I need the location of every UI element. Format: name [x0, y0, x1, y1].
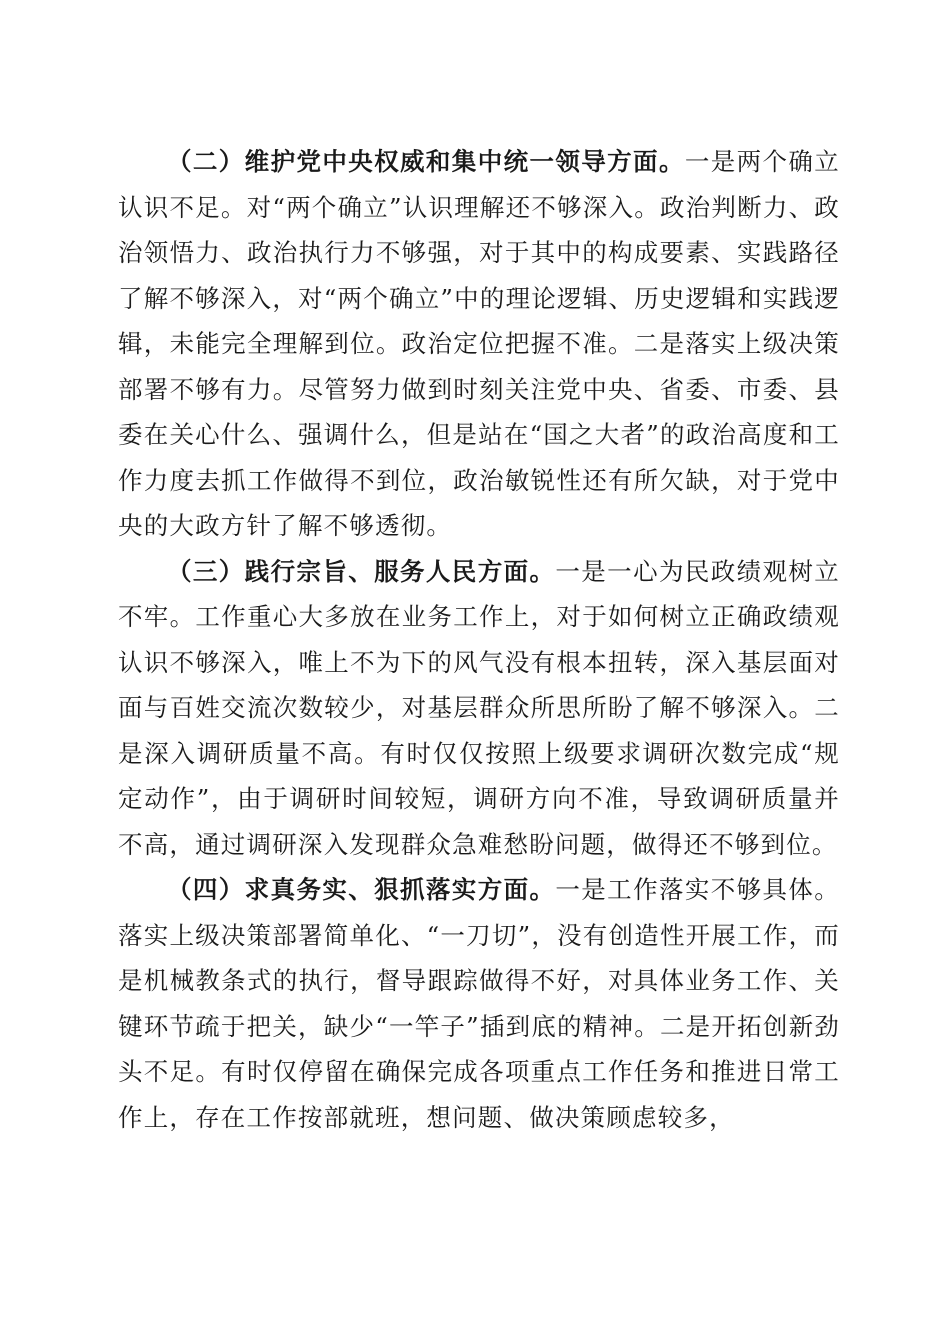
- paragraph-section-4: [118, 867, 840, 1140]
- paragraph-text: 一是一心为民政绩观树立不牢。工作重心大多放在业务工作上，对于如何树立正确政绩观认识不够深入，唯上不为下的风气没有根本扭转，深入基层面对面与百姓交流次数较少，对基层群众所思所盼了解不够深入。二是深入调研质量不高。有时仅仅按照上级要求调研次数完成“规定动作”，由于调研时间较短，调研方向不准，导致调研质量并不高，通过调研深入发现群众急难愁盼问题，做得还不够到位。: [118, 556, 841, 859]
- paragraph-text: 一是工作落实不够具体。落实上级决策部署简单化、“一刀切”，没有创造性开展工作，而是机械教条式的执行，督导跟踪做得不好，对具体业务工作、关键环节疏于把关，缺少“一竿子”插到底的精神。二是开拓创新劲头不足。有时仅停留在确保完成各项重点工作任务和推进日常工作上，存在工作按部就班，想问题、做决策顾虑较多，: [118, 875, 841, 1132]
- section-heading: （二）维护党中央权威和集中统一领导方面。: [167, 147, 685, 176]
- section-heading: （三）践行宗旨、服务人民方面。: [167, 556, 556, 586]
- document-body: [118, 139, 840, 1140]
- paragraph-section-3: [118, 549, 840, 868]
- section-heading: （四）求真务实、狠抓落实方面。: [167, 875, 556, 904]
- paragraph-text: 一是两个确立认识不足。对“两个确立”认识理解还不够深入。政治判断力、政治领悟力、政治执行力不够强，对于其中的构成要素、实践路径了解不够深入，对“两个确立”中的理论逻辑、历史逻辑和实践逻辑，未能完全理解到位。政治定位把握不准。二是落实上级决策部署不够有力。尽管努力做到时刻关注党中央、省委、市委、县委在关心什么、强调什么，但是站在“国之大者”的政治高度和工作力度去抓工作做得不到位，政治敏锐性还有所欠缺，对于党中央的大政方针了解不够透彻。: [118, 147, 841, 540]
- paragraph-section-2: [118, 139, 840, 549]
